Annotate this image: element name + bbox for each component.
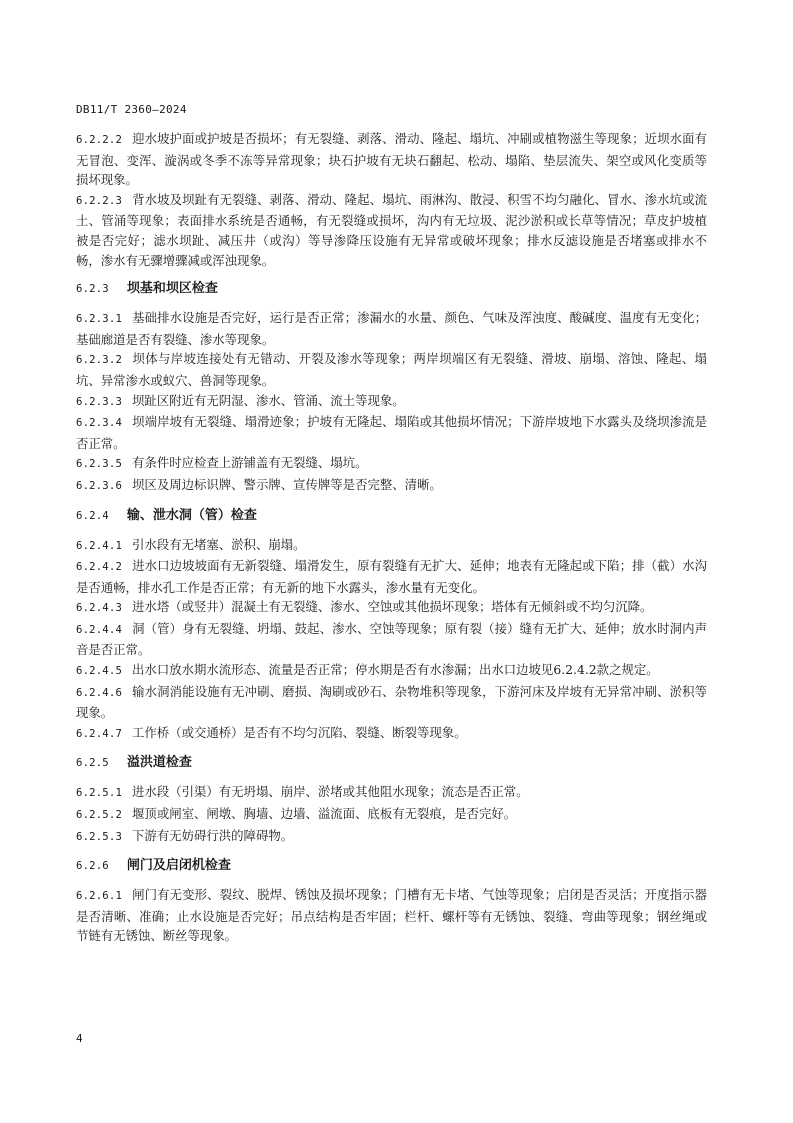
clause-number: 6.2.4.3 — [76, 602, 123, 615]
clause-number: 6.2.3.1 — [76, 313, 123, 326]
clause-text: 有条件时应检查上游铺盖有无裂缝、塌坑。 — [132, 455, 368, 471]
clause-paragraph — [76, 723, 707, 745]
clause-text: 坝体与岸坡连接处有无错动、开裂及渗水等现象；两岸坝端区有无裂缝、滑坡、崩塌、溶蚀、隆起、塌坑、异常渗水或蚁穴、兽洞等现象。 — [76, 351, 707, 388]
page-number: 4 — [76, 1032, 83, 1045]
clause-text: 进水段（引渠）有无坍塌、崩岸、淤堵或其他阻水现象；流态是否正常。 — [132, 784, 529, 800]
clause-text: 进水塔（或竖井）混凝土有无裂缝、渗水、空蚀或其他损坏现象；塔体有无倾斜或不均匀沉降。 — [132, 599, 653, 615]
clause-number: 6.2.3.5 — [76, 458, 123, 471]
clause-text: 坝趾区附近有无阴湿、渗水、管涌、流土等现象。 — [132, 392, 405, 408]
clause-paragraph — [76, 412, 707, 453]
document-body — [76, 129, 707, 946]
clause-text: 出水口放水期水流形态、流量是否正常；停水期是否有水渗漏；出水口边坡见6.2.4.2款之规定。 — [132, 662, 659, 678]
clause-text: 引水段有无堵塞、淤积、崩塌。 — [132, 536, 306, 552]
clause-text: 洞（管）身有无裂缝、坍塌、鼓起、渗水、空蚀等现象；原有裂（接）缝有无扩大、延伸；放水时洞内声音是否正常。 — [76, 620, 707, 658]
clause-paragraph — [76, 556, 707, 597]
clause-number: 6.2.4.7 — [76, 727, 123, 740]
clause-paragraph — [76, 391, 707, 413]
section-heading — [76, 856, 707, 876]
clause-number: 6.2.3.4 — [76, 417, 123, 430]
clause-number: 6.2.3.6 — [76, 479, 123, 492]
clause-number: 6.2.4.2 — [76, 561, 123, 574]
clause-paragraph — [76, 619, 707, 660]
clause-text: 堰顶或闸室、闸墩、胸墙、边墙、溢流面、底板有无裂痕，是否完好。 — [132, 806, 517, 822]
clause-number: 6.2.2.2 — [76, 134, 123, 146]
clause-paragraph — [76, 349, 707, 390]
section-heading — [76, 506, 707, 526]
clause-text: 进水口边坡坡面有无新裂缝、塌滑发生，原有裂缝有无扩大、延伸；地表有无隆起或下陷；排（截）水沟是否通畅，排水孔工作是否正常；有无新的地下水露头，渗水量有无变化。 — [76, 558, 707, 595]
clause-number: 6.2.4.1 — [76, 539, 123, 552]
clause-number: 6.2.6.1 — [76, 890, 123, 903]
clause-number: 6.2.3.3 — [76, 395, 123, 408]
clause-text: 迎水坡护面或护坡是否损坏；有无裂缝、剥落、滑动、隆起、塌坑、冲刷或植物滋生等现象；近坝水面有无冒泡、变浑、漩涡或冬季不冻等异常现象；块石护坡有无块石翻起、松动、塌陷、垫层流失、架空或风化变质等损坏现象。 — [76, 131, 707, 188]
clause-paragraph — [76, 453, 707, 475]
clause-number: 6.2.4.5 — [76, 665, 123, 678]
clause-number: 6.2.3.2 — [76, 354, 123, 367]
section-title: 坝基和坝区检查 — [126, 281, 218, 297]
clause-paragraph — [76, 535, 707, 557]
clause-number: 6.2.4.6 — [76, 686, 123, 699]
clause-text: 下游有无妨碍行洪的障碍物。 — [132, 827, 294, 843]
clause-text: 背水坡及坝趾有无裂缝、剥落、滑动、隆起、塌坑、雨淋沟、散浸、积雪不均匀融化、冒水、渗水坑或流土、管涌等现象；表面排水系统是否通畅，有无裂缝或损坏，沟内有无垃圾、泥沙淤积或长草等情况；草皮护坡植被是否完好；滤水坝趾、减压井（或沟）等导渗降压设施有无异常或破坏现象；排水反滤设施是否堵塞或排水不畅，渗水有无骤增骤减或浑浊现象。 — [76, 191, 707, 268]
section-number: 6.2.3 — [76, 283, 109, 296]
clause-number: 6.2.4.4 — [76, 623, 123, 636]
clause-paragraph — [76, 129, 707, 190]
clause-number: 6.2.5.1 — [76, 787, 123, 800]
clause-paragraph — [76, 660, 707, 682]
clause-paragraph — [76, 826, 707, 848]
clause-paragraph — [76, 308, 707, 349]
clause-text: 输水洞消能设施有无冲刷、磨损、淘刷或砂石、杂物堆积等现象，下游河床及岸坡有无异常冲刷、淤积等现象。 — [76, 683, 707, 721]
section-title: 输、泄水洞（管）检查 — [126, 507, 257, 523]
document-code: DB11/T 2360—2024 — [76, 103, 187, 116]
clause-text: 坝区及周边标识牌、警示牌、宣传牌等是否完整、清晰。 — [132, 476, 442, 492]
clause-text: 坝端岸坡有无裂缝、塌滑迹象；护坡有无隆起、塌陷或其他损坏情况；下游岸坡地下水露头及绕坝渗流是否正常。 — [76, 414, 707, 451]
section-title: 闸门及启闭机检查 — [126, 858, 231, 874]
clause-number: 6.2.5.3 — [76, 830, 123, 843]
section-number: 6.2.6 — [76, 860, 109, 873]
clause-text: 工作桥（或交通桥）是否有不均匀沉陷、裂缝、断裂等现象。 — [132, 724, 467, 740]
clause-number: 6.2.2.3 — [76, 194, 123, 207]
clause-number: 6.2.5.2 — [76, 809, 123, 822]
clause-paragraph — [76, 682, 707, 723]
clause-paragraph — [76, 190, 707, 270]
clause-paragraph — [76, 782, 707, 804]
section-title: 溢洪道检查 — [126, 755, 192, 771]
clause-paragraph — [76, 804, 707, 826]
clause-paragraph — [76, 885, 707, 946]
section-heading — [76, 279, 707, 299]
clause-text: 基础排水设施是否完好，运行是否正常；渗漏水的水量、颜色、气味及浑浊度、酸碱度、温度有无变化；基础廊道是否有裂缝、渗水等现象。 — [76, 310, 707, 347]
clause-text: 闸门有无变形、裂纹、脱焊、锈蚀及损坏现象；门槽有无卡堵、气蚀等现象；启闭是否灵活；开度指示器是否清晰、准确；止水设施是否完好；吊点结构是否牢固；栏杆、螺杆等有无锈蚀、裂缝、弯曲等现象；钢丝绳或节链有无锈蚀、断丝等现象。 — [76, 887, 707, 944]
section-number: 6.2.4 — [76, 509, 109, 522]
section-heading — [76, 753, 707, 773]
clause-paragraph — [76, 597, 707, 619]
clause-paragraph — [76, 475, 707, 497]
section-number: 6.2.5 — [76, 757, 109, 770]
